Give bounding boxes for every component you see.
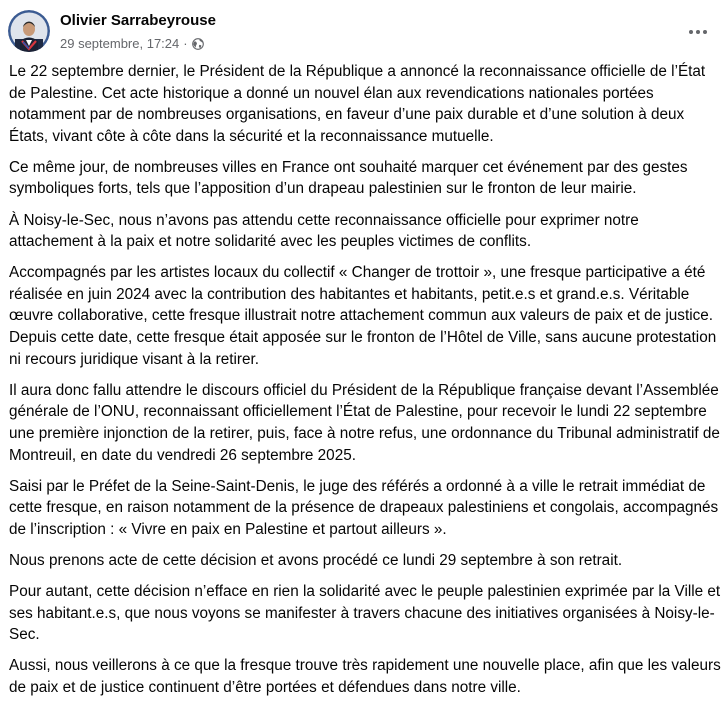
post-timestamp[interactable]: 29 septembre, 17:24 [60, 36, 180, 51]
post-paragraph: Accompagnés par les artistes locaux du collectif « Changer de trottoir », une fresque participative a été réalisée en juin 2024 avec la contribution des habitantes et habitants, petit.e.s et grand.e.s. Véritable œuvre collaborative, cette fresque illustrait notre attachement commun aux valeurs de paix et de justice. [9, 264, 714, 325]
post-header [0, 0, 726, 62]
author-name[interactable]: Olivier Sarrabeyrouse [60, 12, 216, 29]
author-avatar[interactable] [8, 10, 50, 52]
post-paragraph: Saisi par le Préfet de la Seine-Saint-Denis, le juge des référés a ordonné à a ville le retrait immédiat de cette fresque, en raison notamment de la présence de drapeaux palestiniens et congolais, accompagnés de l’inscription : « Vivre en paix en Palestine et partout ailleurs ». [9, 477, 719, 538]
post-body [9, 61, 721, 708]
post-paragraph: Nous prenons acte de cette décision et avons procédé ce lundi 29 septembre à son retrait. [9, 551, 623, 569]
post-paragraph: Aussi, nous veillerons à ce que la fresque trouve très rapidement une nouvelle place, afin que les valeurs de paix et de justice continuent d’être portées et défendues dans notre ville. [9, 657, 721, 696]
post-paragraph: Le 22 septembre dernier, le Président de la République a annoncé la reconnaissance officielle de l’État de Palestine. Cet acte historique a donné un nouvel élan aux revendications nationales portées notamment par de nombreuses organisations, en faveur d’une paix durable et d’une solution à deux États, vivant côte à côte dans la sécurité et la reconnaissance mutuelle. [9, 63, 706, 145]
meta-separator: · [183, 36, 188, 51]
post-paragraph: Depuis cette date, cette fresque était apposée sur le fronton de l’Hôtel de Ville, sans aucune protestation ni recours juridique visant à la retirer. [9, 329, 717, 368]
post-paragraph: À Noisy-le-Sec, nous n’avons pas attendu cette reconnaissance officielle pour exprimer notre attachement à la paix et notre solidarité avec les peuples victimes de conflits. [9, 211, 639, 251]
post-paragraph: Il aura donc fallu attendre le discours officiel du Président de la République française devant l’Assemblée générale de l’ONU, reconnaissant officiellement l’État de Palestine, pour recevoir le lundi 22 septembre une première injonction de la retirer, puis, face à notre refus, une ordonnance du Tribunal administratif de Montreuil, en date du vendredi 26 septembre 2025. [9, 381, 720, 464]
post-paragraph: Pour autant, cette décision n’efface en rien la solidarité avec le peuple palestinien exprimée par la Ville et ses habitant.e.s, que nous voyons se manifester à travers chacune des initiatives organisées à Noisy-le-Sec. [9, 582, 721, 644]
post-paragraph: Ce même jour, de nombreuses villes en France ont souhaité marquer cet événement par des gestes symboliques forts, tels que l’apposition d’un drapeau palestinien sur le fronton de leur mairie. [9, 158, 688, 198]
more-options-icon [689, 30, 707, 34]
post-meta [60, 36, 204, 51]
avatar-portrait-icon [8, 10, 50, 52]
globe-icon[interactable] [192, 38, 204, 50]
more-options-button[interactable] [680, 14, 716, 50]
